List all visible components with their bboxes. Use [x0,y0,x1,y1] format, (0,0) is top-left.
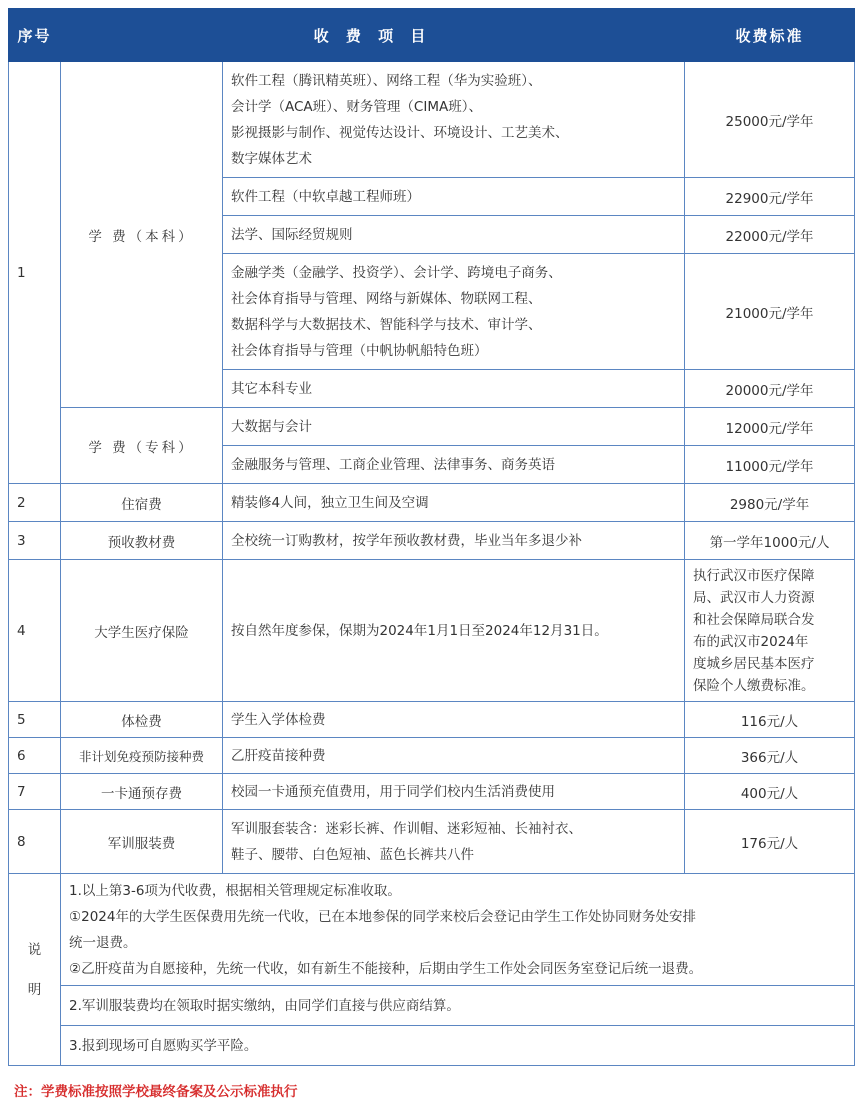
fee-line: 执行武汉市医疗保障 [693,567,815,584]
table-row [9,774,855,810]
category-cell: 非计划免疫预防接种费 [61,738,223,774]
row-number: 4 [9,560,61,702]
item-line: 数字媒体艺术 [231,150,312,167]
fee-cell: 第一学年1000元/人 [685,522,855,560]
note-3: 3.报到现场可自愿购买学平险。 [61,1026,855,1066]
table-row [9,738,855,774]
fee-cell: 400元/人 [685,774,855,810]
fee-line: 度城乡居民基本医疗 [693,655,815,672]
fee-line: 和社会保障局联合发 [693,611,815,628]
table-row [9,484,855,522]
row-number: 6 [9,738,61,774]
fee-cell: 176元/人 [685,810,855,874]
table-header-row [9,9,855,62]
item-cell: 学生入学体检费 [223,702,685,738]
item-cell: 金融服务与管理、工商企业管理、法律事务、商务英语 [223,446,685,484]
item-cell: 法学、国际经贸规则 [223,216,685,254]
header-standard: 收费标准 [685,9,855,62]
row-number: 2 [9,484,61,522]
item-line: 金融学类（金融学、投资学）、会计学、跨境电子商务、 [231,264,562,281]
fee-cell: 2980元/学年 [685,484,855,522]
category-junior-tuition: 学 费（专科） [61,408,223,484]
notes-label-char: 明 [27,981,42,998]
item-cell: 软件工程（中软卓越工程师班） [223,178,685,216]
fee-cell: 25000元/学年 [685,62,855,178]
table-row [9,702,855,738]
header-no: 序号 [9,9,61,62]
table-row [9,522,855,560]
fee-cell: 11000元/学年 [685,446,855,484]
item-line: 影视摄影与制作、视觉传达设计、环境设计、工艺美术、 [231,124,569,141]
fee-cell: 22900元/学年 [685,178,855,216]
item-line: 社会体育指导与管理、网络与新媒体、物联网工程、 [231,290,542,307]
fee-cell: 21000元/学年 [685,254,855,370]
item-line: 军训服套装含：迷彩长裤、作训帽、迷彩短袖、长袖衬衣、 [231,820,582,837]
notes-row [9,874,855,986]
item-line: 软件工程（腾讯精英班）、网络工程（华为实验班）、 [231,72,542,89]
category-cell: 一卡通预存费 [61,774,223,810]
item-cell [223,810,685,874]
category-cell: 军训服装费 [61,810,223,874]
fee-table [8,8,855,1066]
fee-cell: 22000元/学年 [685,216,855,254]
notes-row [9,1026,855,1066]
item-cell: 大数据与会计 [223,408,685,446]
fee-cell: 12000元/学年 [685,408,855,446]
fee-line: 布的武汉市2024年 [693,633,809,650]
item-line: 社会体育指导与管理（中帆协帆船特色班） [231,342,488,359]
item-cell: 精装修4人间，独立卫生间及空调 [223,484,685,522]
row-number: 1 [9,62,61,484]
item-cell: 按自然年度参保，保期为2024年1月1日至2024年12月31日。 [223,560,685,702]
category-cell: 住宿费 [61,484,223,522]
footer-note: 注：学费标准按照学校最终备案及公示标准执行 [14,1084,298,1100]
note-line: 统一退费。 [69,934,137,951]
row-number: 8 [9,810,61,874]
category-cell: 大学生医疗保险 [61,560,223,702]
note-1 [61,874,855,986]
item-line: 会计学（ACA班）、财务管理（CIMA班）、 [231,98,482,115]
row-number: 7 [9,774,61,810]
note-2: 2.军训服装费均在领取时据实缴纳，由同学们直接与供应商结算。 [61,986,855,1026]
row-number: 5 [9,702,61,738]
notes-label-char: 说 [27,941,42,958]
item-cell: 乙肝疫苗接种费 [223,738,685,774]
fee-cell: 20000元/学年 [685,370,855,408]
fee-cell: 116元/人 [685,702,855,738]
fee-line: 保险个人缴费标准。 [693,677,815,694]
fee-cell: 366元/人 [685,738,855,774]
header-items: 收 费 项 目 [61,9,685,62]
notes-row [9,986,855,1026]
table-row [9,62,855,178]
row-number: 3 [9,522,61,560]
table-row [9,560,855,702]
notes-label [9,874,61,1066]
fee-line: 局、武汉市人力资源 [693,589,815,606]
category-undergrad-tuition: 学 费（本科） [61,62,223,408]
item-line: 数据科学与大数据技术、智能科学与技术、审计学、 [231,316,542,333]
item-cell: 其它本科专业 [223,370,685,408]
table-row [9,408,855,446]
note-line: 1.以上第3-6项为代收费，根据相关管理规定标准收取。 [69,882,401,899]
item-line: 鞋子、腰带、白色短袖、蓝色长裤共八件 [231,846,474,863]
category-cell: 预收教材费 [61,522,223,560]
note-line: ②乙肝疫苗为自愿接种，先统一代收，如有新生不能接种，后期由学生工作处会同医务室登记后统一退费。 [69,960,703,977]
item-cell: 校园一卡通预充值费用，用于同学们校内生活消费使用 [223,774,685,810]
table-row [9,810,855,874]
note-line: ①2024年的大学生医保费用先统一代收，已在本地参保的同学来校后会登记由学生工作处协同财务处安排 [69,908,696,925]
item-cell: 全校统一订购教材，按学年预收教材费，毕业当年多退少补 [223,522,685,560]
fee-cell [685,560,855,702]
category-cell: 体检费 [61,702,223,738]
item-cell [223,254,685,370]
item-cell [223,62,685,178]
